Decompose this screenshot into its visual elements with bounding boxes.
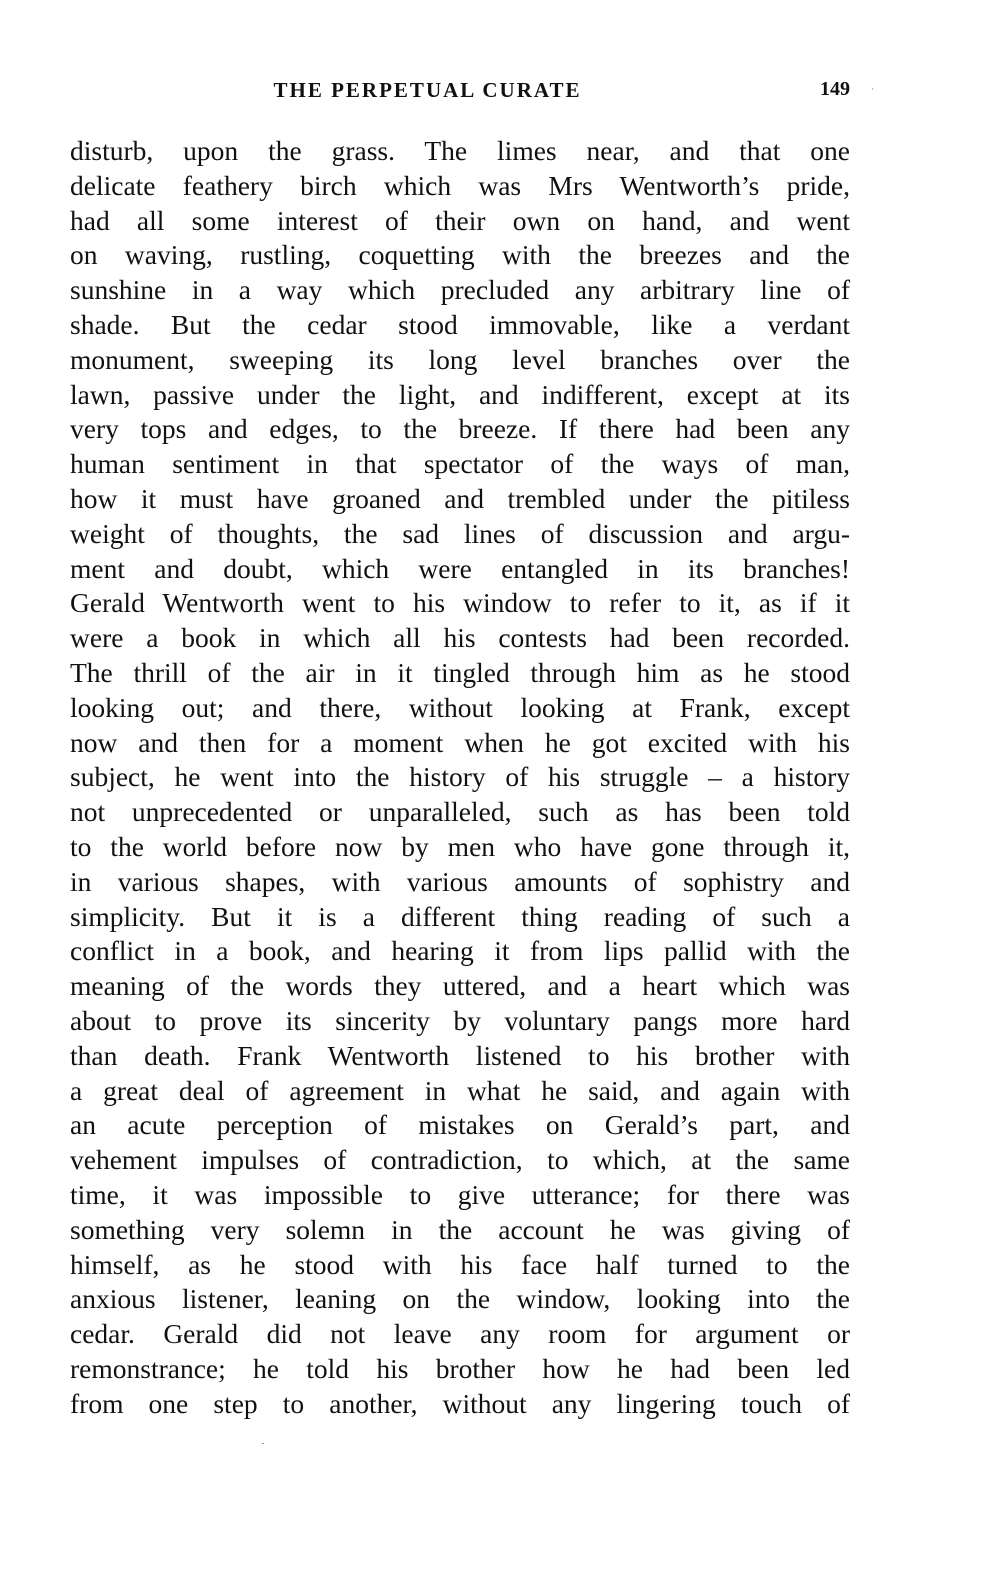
text-line: how it must have groaned and trembled under the pitiless [70, 482, 850, 514]
running-title: THE PERPETUAL CURATE [273, 78, 582, 102]
text-line: in various shapes, with various amounts of sophistry and [70, 865, 850, 897]
text-line: a great deal of agreement in what he said, and again with [70, 1074, 850, 1106]
text-line: had all some interest of their own on hand, and went [70, 204, 850, 236]
text-line: something very solemn in the account he was giving of [70, 1213, 850, 1245]
text-line: Gerald Wentworth went to his window to refer to it, as if it [70, 587, 850, 619]
text-line: The thrill of the air in it tingled through him as he stood [70, 656, 850, 688]
text-line: shade. But the cedar stood immovable, like a verdant [70, 308, 850, 340]
text-line: ment and doubt, which were entangled in its branches! [70, 552, 850, 584]
text-line: about to prove its sincerity by voluntary pangs more hard [70, 1004, 850, 1036]
text-line: himself, as he stood with his face half turned to the [70, 1248, 850, 1280]
text-line: anxious listener, leaning on the window, looking into the [70, 1283, 850, 1315]
text-line: human sentiment in that spectator of the ways of man, [70, 448, 850, 480]
text-line: to the world before now by men who have gone through it, [70, 830, 850, 862]
text-line: time, it was impossible to give utterance; for there was [70, 1178, 850, 1210]
text-line: very tops and edges, to the breeze. If there had been any [70, 413, 850, 445]
running-head [70, 78, 850, 108]
text-line: conflict in a book, and hearing it from lips pallid with the [70, 935, 850, 967]
text-line: on waving, rustling, coquetting with the breezes and the [70, 239, 850, 271]
text-line: delicate feathery birch which was Mrs Wentworth’s pride, [70, 169, 850, 201]
text-line: weight of thoughts, the sad lines of discussion and argu- [70, 517, 850, 549]
text-line: disturb, upon the grass. The limes near, and that one [70, 135, 850, 166]
text-line: simplicity. But it is a different thing reading of such a [70, 900, 850, 932]
text-line: than death. Frank Wentworth listened to his brother with [70, 1039, 850, 1071]
text-line: not unprecedented or unparalleled, such as has been told [70, 796, 850, 828]
text-line: monument, sweeping its long level branches over the [70, 343, 850, 375]
body-text [70, 134, 850, 1421]
text-line: remonstrance; he told his brother how he had been led [70, 1352, 850, 1384]
text-line: sunshine in a way which precluded any arbitrary line of [70, 274, 850, 306]
text-line: looking out; and there, without looking at Frank, except [70, 691, 850, 723]
text-line: vehement impulses of contradiction, to which, at the same [70, 1144, 850, 1176]
text-line: from one step to another, without any lingering touch of [70, 1387, 850, 1419]
text-line: an acute perception of mistakes on Gerald’s part, and [70, 1109, 850, 1141]
text-line: meaning of the words they uttered, and a heart which was [70, 970, 850, 1002]
page-number: 149 [820, 78, 850, 100]
text-line: now and then for a moment when he got excited with his [70, 726, 850, 758]
text-line: lawn, passive under the light, and indifferent, except at its [70, 378, 850, 410]
text-line: cedar. Gerald did not leave any room for argument or [70, 1318, 850, 1350]
text-line: were a book in which all his contests had been recorded. [70, 622, 850, 654]
page-speck [262, 1443, 264, 1444]
text-line: subject, he went into the history of his struggle – a history [70, 761, 850, 793]
margin-speck [872, 88, 873, 90]
